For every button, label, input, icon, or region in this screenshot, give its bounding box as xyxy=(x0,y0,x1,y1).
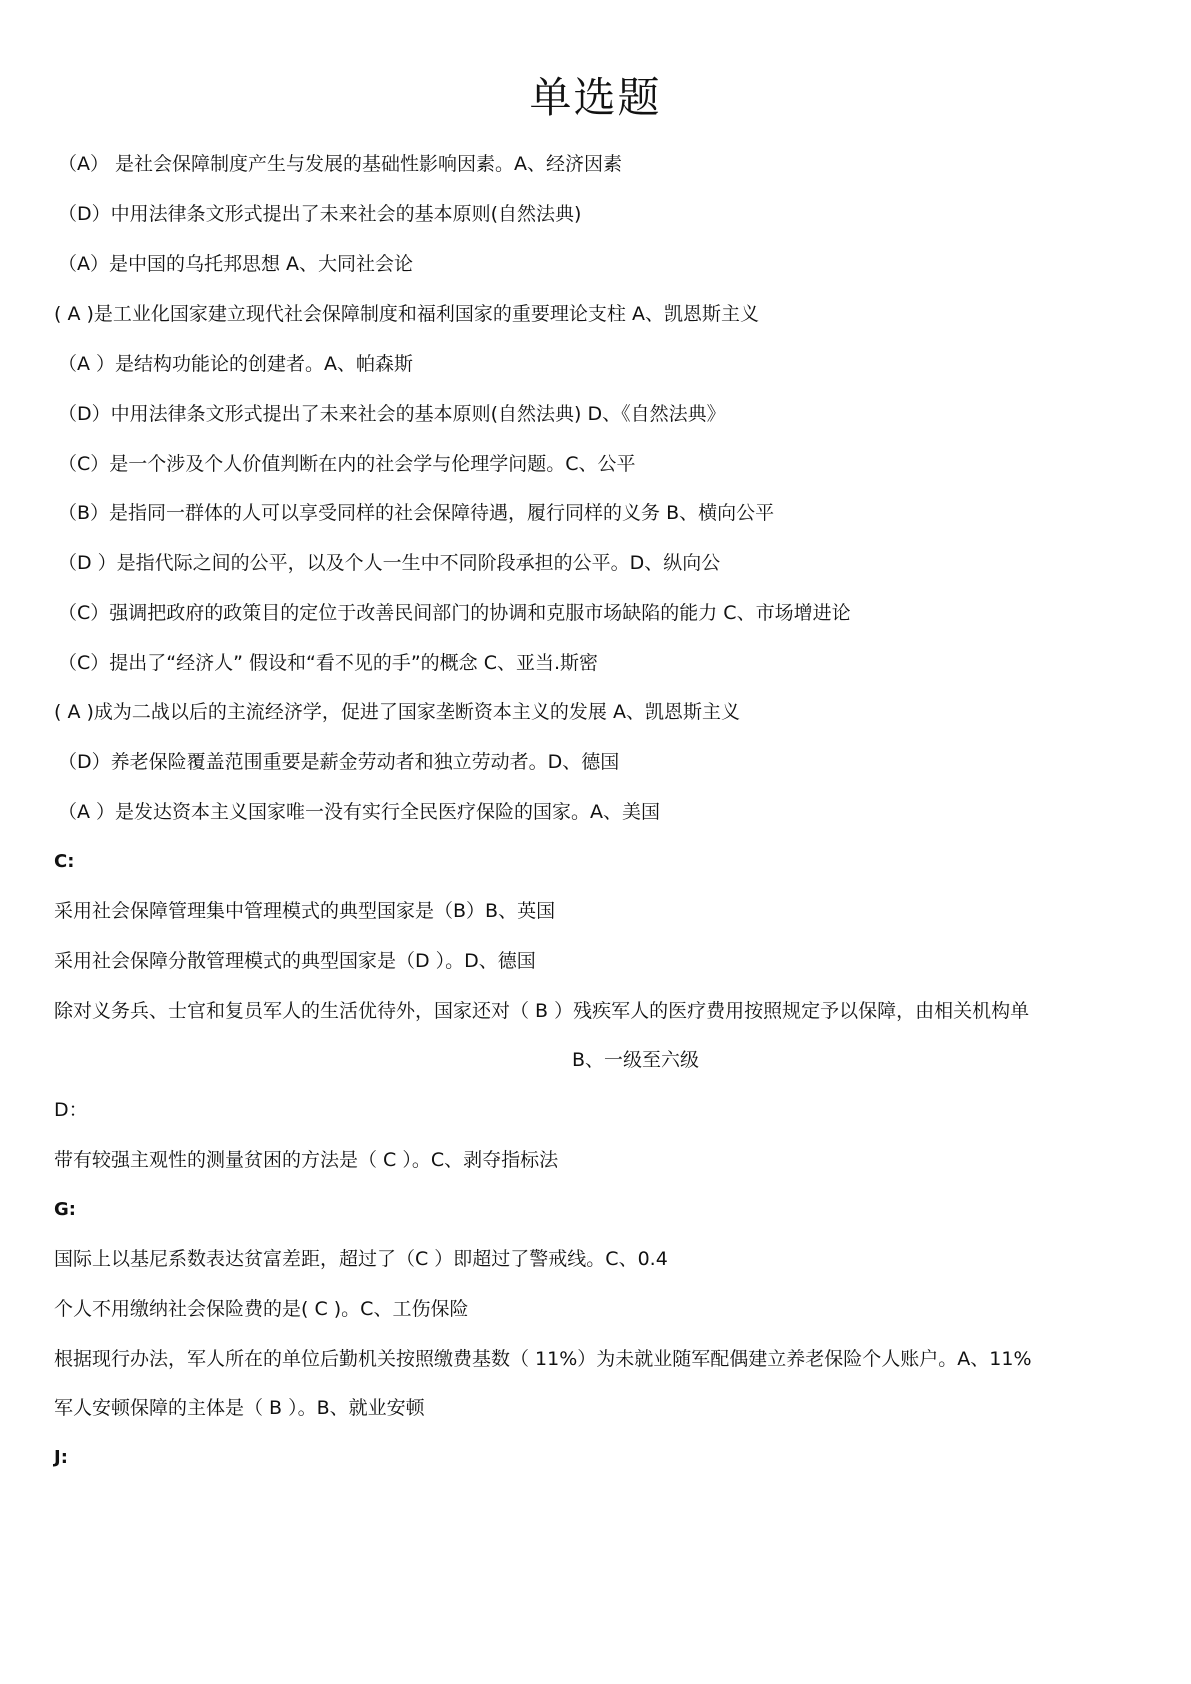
question-line: （A） 是社会保障制度产生与发展的基础性影响因素。A、经济因素 xyxy=(58,153,623,175)
question-line: 个人不用缴纳社会保险费的是( C )。C、工伤保险 xyxy=(54,1298,469,1320)
question-line: （D）中用法律条文形式提出了未来社会的基本原则(自然法典) xyxy=(58,203,582,225)
question-line: （C）强调把政府的政策目的定位于改善民间部门的协调和克服市场缺陷的能力 C、市场增进论 xyxy=(58,602,851,624)
question-line: 带有较强主观性的测量贫困的方法是（ C ）。C、剥夺指标法 xyxy=(54,1149,559,1171)
section-heading-g: G: xyxy=(54,1199,76,1220)
question-line: 国际上以基尼系数表达贫富差距，超过了（C ）即超过了警戒线。C、0.4 xyxy=(54,1248,668,1270)
question-line: （D）养老保险覆盖范围重要是薪金劳动者和独立劳动者。D、德国 xyxy=(58,751,620,773)
question-line: （D）中用法律条文形式提出了未来社会的基本原则(自然法典) D、《自然法典》 xyxy=(58,403,726,425)
page-title: 单选题 xyxy=(529,73,662,122)
question-line: （A）是中国的乌托邦思想 A、大同社会论 xyxy=(58,253,414,275)
answer-line xyxy=(0,1046,1191,1074)
question-line: （A ）是结构功能论的创建者。A、帕森斯 xyxy=(58,353,414,375)
question-line: （B）是指同一群体的人可以享受同样的社会保障待遇，履行同样的义务 B、横向公平 xyxy=(58,502,775,524)
section-heading-c: C: xyxy=(54,851,75,872)
answer-text: B、一级至六级 xyxy=(571,1049,700,1071)
question-line: 采用社会保障管理集中管理模式的典型国家是（B）B、英国 xyxy=(54,900,556,922)
question-line: ( A )是工业化国家建立现代社会保障制度和福利国家的重要理论支柱 A、凯恩斯主义 xyxy=(54,303,759,325)
question-line: ( A )成为二战以后的主流经济学，促进了国家垄断资本主义的发展 A、凯恩斯主义 xyxy=(54,701,740,723)
question-line: 除对义务兵、士官和复员军人的生活优待外，国家还对（ B ）残疾军人的医疗费用按照规定予以保障，由相关机构单 xyxy=(54,1000,1030,1022)
question-line: （A ）是发达资本主义国家唯一没有实行全民医疗保险的国家。A、美国 xyxy=(58,801,661,823)
question-line: 根据现行办法，军人所在的单位后勤机关按照缴费基数（ 11%）为未就业随军配偶建立养老保险个人账户。A、11% xyxy=(54,1348,1032,1370)
section-heading-d: D： xyxy=(54,1099,88,1121)
question-line: （D ）是指代际之间的公平，以及个人一生中不同阶段承担的公平。D、纵向公 xyxy=(58,552,721,574)
section-heading-j: J: xyxy=(54,1447,68,1468)
question-line: 采用社会保障分散管理模式的典型国家是（D ）。D、德国 xyxy=(54,950,536,972)
question-line: （C）提出了“经济人” 假设和“看不见的手”的概念 C、亚当.斯密 xyxy=(58,652,599,674)
question-line: 军人安顿保障的主体是（ B ）。B、就业安顿 xyxy=(54,1397,425,1419)
question-line: （C）是一个涉及个人价值判断在内的社会学与伦理学问题。C、公平 xyxy=(58,453,636,475)
